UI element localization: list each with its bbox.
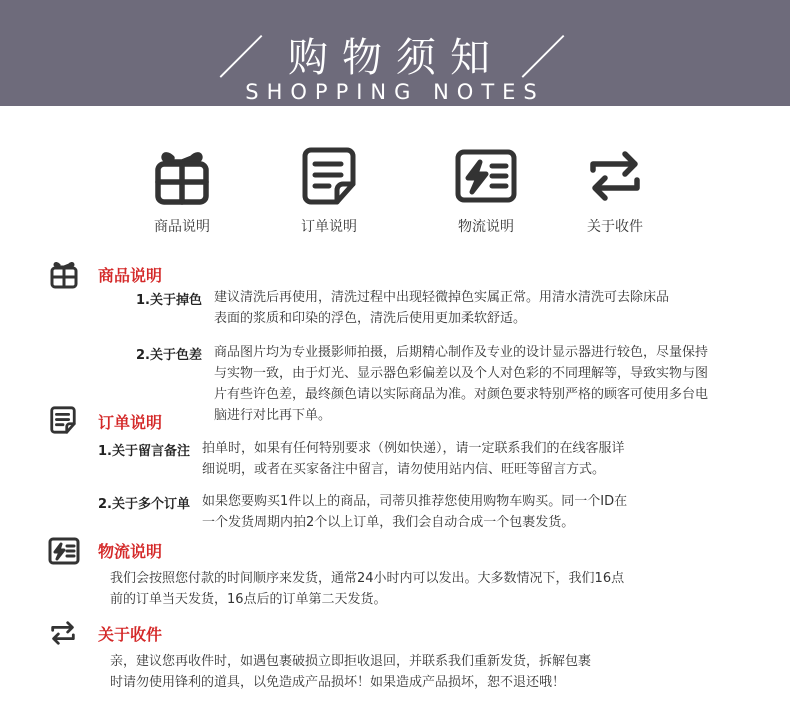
receipt-text xyxy=(110,651,591,693)
text-line: 亲，建议您再收件时，如遇包裹破损立即拒收退回，并联系我们重新发货，拆解包裹 xyxy=(110,654,592,669)
delivery-icon xyxy=(46,535,82,567)
nav-item-logistics xyxy=(441,144,531,235)
text-line: 一个发货周期内拍2个以上订单，我们会自动合成一个包裹发货。 xyxy=(202,515,575,530)
document-icon xyxy=(297,144,361,208)
item-label-multiple-orders: 2.关于多个订单 xyxy=(98,497,190,512)
item-label-fading: 1.关于掉色 xyxy=(136,293,202,308)
text-line: 细说明，或者在买家备注中留言，请勿使用站内信、旺旺等留言方式。 xyxy=(202,462,606,477)
gift-icon xyxy=(150,144,214,208)
nav-label-product: 商品说明 xyxy=(154,219,210,235)
document-icon xyxy=(48,404,78,436)
nav-label-order: 订单说明 xyxy=(301,219,357,235)
nav-item-product xyxy=(137,144,227,235)
nav-label-receipt: 关于收件 xyxy=(587,219,643,235)
section-title-order: 订单说明 xyxy=(98,413,163,432)
exchange-icon xyxy=(46,618,80,648)
text-line: 商品图片均为专业摄影师拍摄，后期精心制作及专业的设计显示器进行较色，尽量保持 xyxy=(214,345,709,360)
gift-icon xyxy=(48,258,80,290)
text-line: 建议清洗后再使用，清洗过程中出现轻微掉色实属正常。用清水清洗可去除床品 xyxy=(214,290,670,305)
header-banner xyxy=(0,0,790,106)
nav-item-receipt xyxy=(570,144,660,235)
section-title-product: 商品说明 xyxy=(98,266,163,285)
item-text-fading xyxy=(214,287,669,329)
text-line: 前的订单当天发货，16点后的订单第二天发货。 xyxy=(110,592,387,607)
text-line: 片有些许色差，最终颜色请以实际商品为准。对颜色要求特别严格的顾客可使用多台电 xyxy=(214,387,709,402)
section-title-logistics: 物流说明 xyxy=(98,542,163,561)
delivery-icon xyxy=(450,144,522,208)
text-line: 与实物一致，由于灯光、显示器色彩偏差以及个人对色彩的不同理解等，导致实物与图 xyxy=(214,366,709,381)
item-label-remarks: 1.关于留言备注 xyxy=(98,444,190,459)
item-label-color-difference: 2.关于色差 xyxy=(136,348,202,363)
text-line: 表面的浆质和印染的浮色，清洗后使用更加柔软舒适。 xyxy=(214,311,527,326)
nav-item-order xyxy=(284,144,374,235)
section-title-receipt: 关于收件 xyxy=(98,625,163,644)
text-line: 时请勿使用锋利的道具，以免造成产品损坏！如果造成产品损坏，恕不退还哦！ xyxy=(110,675,566,690)
header-slash-right: ／ xyxy=(520,31,566,85)
logistics-text xyxy=(110,568,624,610)
text-line: 我们会按照您付款的时间顺序来发货，通常24小时内可以发出。大多数情况下，我们16点 xyxy=(110,571,625,586)
header-slash-left: ／ xyxy=(218,31,264,85)
item-text-multiple-orders xyxy=(202,491,627,533)
page-subtitle: SHOPPING NOTES xyxy=(245,80,545,104)
item-text-color-difference xyxy=(214,342,708,426)
page-title: 购物须知 xyxy=(288,35,504,81)
text-line: 拍单时，如果有任何特别要求（例如快递），请一定联系我们的在线客服详 xyxy=(202,441,625,456)
nav-label-logistics: 物流说明 xyxy=(458,219,514,235)
exchange-icon xyxy=(583,144,647,208)
text-line: 脑进行对比再下单。 xyxy=(214,408,332,423)
text-line: 如果您要购买1件以上的商品，司蒂贝推荐您使用购物车购买。同一个ID在 xyxy=(202,494,628,509)
item-text-remarks xyxy=(202,438,625,480)
